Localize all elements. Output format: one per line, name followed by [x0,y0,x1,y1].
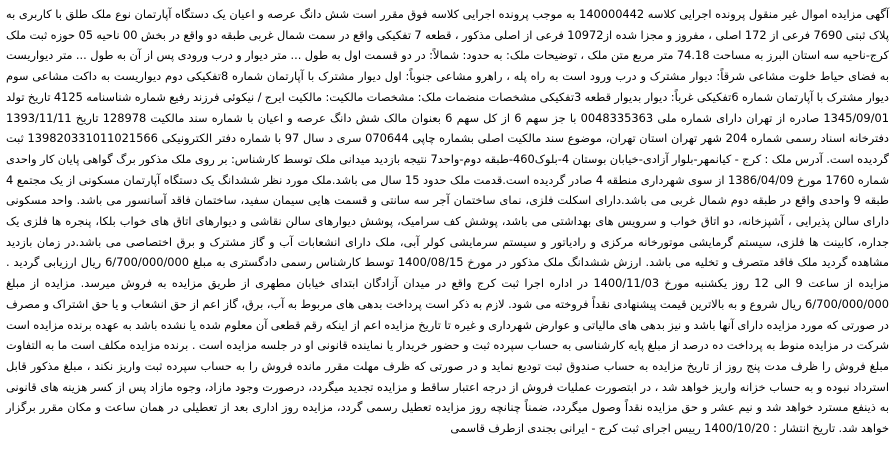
auction-notice-text: آگهی مزایده اموال غیر منقول پرونده اجرایی کلاسه 140000442 به موجب پرونده اجرایی کلاسه فوق مقرر است شش دانگ عرصه و اعیان یک دستگاه آپارتمان نوع ملک طلق با کاربری به پلاک ثبتی 7690 فرعی از 172 اصلی ، مفروز و مجزا شده از10972 فرعی از اصلی مذکور ، قطعه 7 تفکیکی واقع در سمت شمال غربی طبقه دو واقع در بخش 00 ناحیه 05 حوزه ثبت ملک کرج-ناحیه سه استان البرز به مساحت 74.18 متر مربع متن ملک ، توضیحات ملک: به حدود: شمالاً: در دو قسمت اول به طول ... متر دیوار و درب ورودی پس از آن به طول ... متر دیواریست به فضای حیاط خلوت مشاعی شرقاً: دیوار مشترک و درب ورود است به راه پله ، راهرو مشاعی جنوباً: اول دیوار مشترک با آپارتمان شماره 8تفکیکی دوم دیواریست به داکت مشاعی سوم دیوار مشترک با آپارتمان شماره 6تفکیکی غرباً: دیوار بدیوار قطعه 3تفکیکی مشخصات منضمات ملک: مشخصات مالکیت: مالکیت ایرج / نیکوئی فرزند رفیع شماره شناسنامه 4125 تاریخ تولد 1345/09/01 صادره از تهران دارای شماره ملی 0048335363 با جز سهم 6 از کل سهم 6 بعنوان مالک شش دانگ عرصه و اعیان با شماره سند مالکیت 128978 تاریخ 1393/11/11 دفترخانه اسناد رسمی شماره 204 شهر تهران استان تهران، موضوع سند مالکیت اصلی بشماره چاپی 070644 سری د سال 97 با شماره دفتر الکترونیکی 139820331011021566 ثبت گردیده است. آدرس ملک : کرج - کیانمهر-بلوار آزادی-خیابان بوستان 4-بلوک460-طبقه دوم-واحد7 نتیجه بازدید میدانی ملک توسط کارشناس: بر روی ملک مذکور برگ گواهی پایان کار واحدی شماره 1760 مورخ 1386/04/09 از سوی شهرداری منطقه 4 صادر گردیده است.قدمت ملک حدود 15 سال می باشد.ملک مورد نظر ششدانگ یک دستگاه آپارتمان مسکونی از یک مجتمع 4 طبقه 9 واحدی واقع در طبقه دوم شمال غربی می باشد.دارای اسکلت فلزی، نمای ساختمان آجر سه سانتی و قسمت هایی سیمان سفید، ساختمان فاقد آسانسور می باشد. واحد مسکونی دارای سالن پذیرایی ، آشپزخانه، دو اتاق خواب و سرویس های بهداشتی می باشد، پوشش کف سرامیک، پوشش دیوارهای سالن نقاشی و دیوارهای اتاق های خواب بلکا، پنجره ها فلزی یک جداره، کابینت ها فلزی، سیستم گرمایشی موتورخانه مرکزی و رادیاتور و سیستم سرمایشی کولر آبی، ملک دارای انشعابات آب و گاز مشترک و برق اختصاصی می باشد.در زمان بازدید مشاهده گردید ملک فاقد متصرف و تخلیه می باشد. ارزش ششدانگ ملک مذکور در مورخ 1400/08/15 توسط کارشناس رسمی دادگستری به مبلغ 6/700/000/000 ریال ارزیابی گردید . مزایده از ساعت 9 الی 12 روز یکشنبه مورخ 1400/11/03 در اداره اجرا ثبت کرج واقع در میدان آزادگان ابتدای خیابان مطهری از طریق مزایده به فروش میرسد. مزایده از مبلغ 6/700/000/000 ریال شروع و به بالاترین قیمت پیشنهادی نقداً فروخته می شود. لازم به ذکر است پرداخت بدهی های مربوط به آب، برق، گاز اعم از حق انشعاب و یا حق اشتراک و مصرف در صورتی که مورد مزایده دارای آنها باشد و نیز بدهی های مالیاتی و عوارض شهرداری و غیره تا تاریخ مزایده اعم از اینکه رقم قطعی آن معلوم شده یا نشده باشد به عهده برنده مزایده است شرکت در مزایده منوط به پرداخت ده درصد از مبلغ پایه کارشناسی به حساب سپرده ثبت و حضور خریدار یا نماینده قانونی او در جلسه مزایده است . برنده مزایده مکلف است ما به التفاوت مبلغ فروش را ظرف مدت پنج روز از تاریخ مزایده به حساب صندوق ثبت تودیع نماید و در صورتی که ظرف مهلت مقرر مانده فروش را به حساب سپرده ثبت واریز نکند ، مبلغ مذکور قابل استرداد نبوده و به حساب خزانه واریز خواهد شد ، در ابتصورت عملیات فروش از درجه اعتبار ساقط و مزایده تجدید میگردد، درصورت وجود مازاد، وجوه مازاد پس از کسر هزینه های قانونی به ذینفع مسترد خواهد شد و نیم عشر و حق مزایده نقداً وصول میگردد، ضمناً چنانچه روز مزایده تعطیل رسمی گردد، مزایده روز اداری بعد از تعطیلی در همان ساعت و مکان مقرر برگزار خواهد شد. تاریخ انتشار : 1400/10/20 رییس اجرای ثبت کرج - ایرانی بجندی ازطرف قاسمی [6,7,890,436]
